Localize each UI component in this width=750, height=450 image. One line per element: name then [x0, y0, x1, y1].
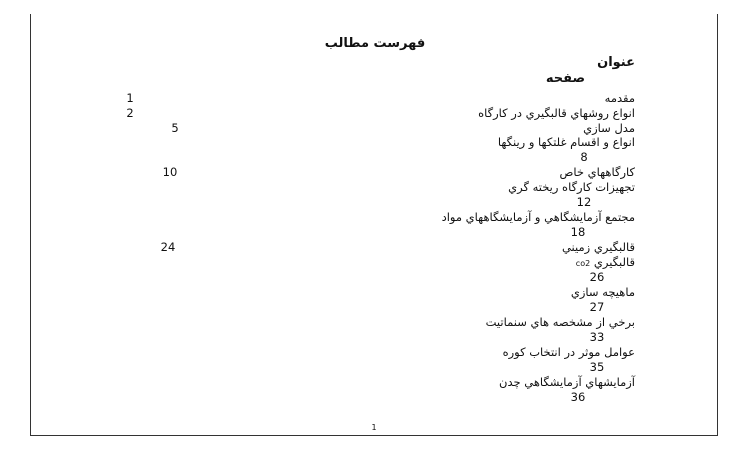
toc-entry-page: 36: [570, 390, 586, 404]
toc-entry-page: 27: [589, 300, 605, 314]
toc-entry-title: عوامل موثر در انتخاب كوره: [502, 345, 635, 359]
page-number: 1: [371, 423, 377, 432]
toc-entry-title: برخي از مشخصه هاي سنماتيت: [485, 315, 635, 329]
toc-entry-title-suffix: co2: [575, 259, 591, 268]
toc-entry-title: ماهيچه سازي: [570, 285, 635, 299]
toc-entry-page: 18: [570, 225, 586, 239]
document-page: [30, 14, 718, 436]
toc-entry-title: كارگاههاي خاص: [559, 165, 635, 179]
toc-entry-page: 24: [160, 240, 176, 254]
toc-entry-title: انواع روشهاي قالبگيري در كارگاه: [478, 106, 635, 120]
toc-entry-title: انواع و اقسام غلتكها و رينگها: [497, 135, 635, 149]
toc-entry-title-group: [335, 255, 635, 271]
toc-entry-page: 12: [576, 195, 592, 209]
toc-entry-page: 35: [589, 360, 605, 374]
toc-entry-page: 8: [580, 150, 588, 164]
toc-entry-title: تجهيزات كارگاه ريخته گري: [508, 180, 635, 194]
toc-entry-title: مقدمه: [604, 91, 635, 105]
toc-entry-title: قالبگيري زميني: [561, 240, 635, 254]
toc-entry-page: 2: [126, 106, 134, 120]
toc-entry-page: 26: [589, 270, 605, 284]
toc-entry-page: 33: [589, 330, 605, 344]
toc-entry-page: 10: [162, 165, 178, 179]
toc-entry-title: مجتمع آزمايشگاهي و آزمايشگاههاي مواد: [441, 210, 635, 224]
toc-entry-page: 5: [171, 121, 179, 135]
toc-title: فهرست مطالب: [324, 36, 426, 51]
toc-entry-title: آزمايشهاي آزمايشگاهي چدن: [499, 375, 635, 389]
toc-entry-title: قالبگيري: [593, 255, 635, 269]
column-header-page: صفحه: [545, 71, 585, 86]
column-header-title: عنوان: [597, 55, 635, 70]
toc-entry-page: 1: [126, 91, 134, 105]
toc-entry-title: مدل سازي: [583, 121, 635, 135]
